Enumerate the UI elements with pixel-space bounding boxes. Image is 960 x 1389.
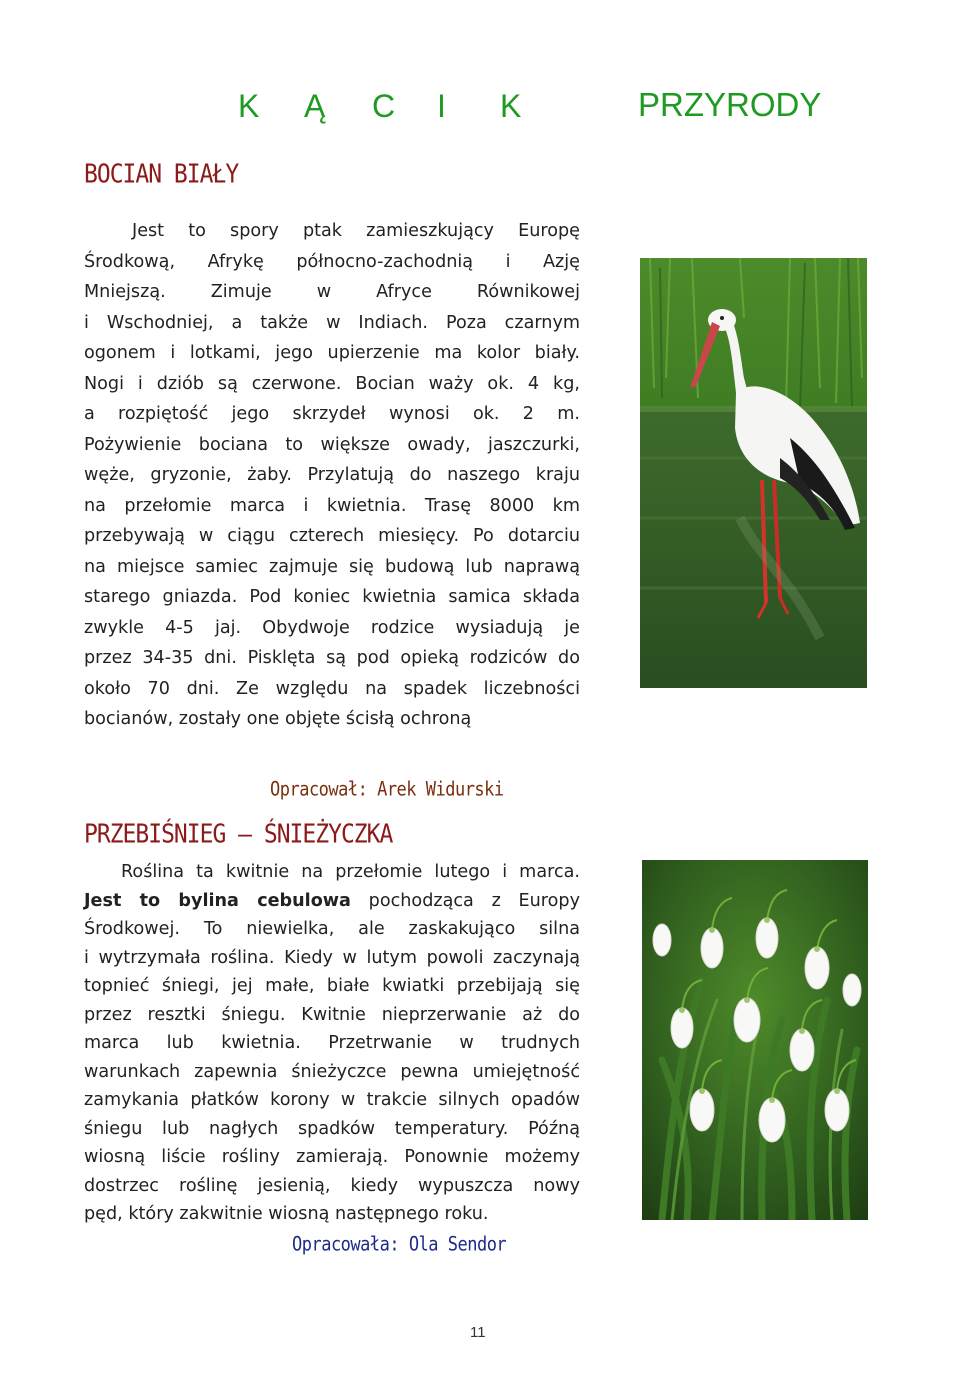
snowdrop-photo — [642, 860, 868, 1220]
text-line: topnieć śniegi, jej małe, białe kwiatki przebijają się — [84, 976, 580, 996]
snowdrop-article — [84, 858, 580, 1229]
text-line: i wytrzymała roślina. Kiedy w lutym powoli zaczynają — [84, 947, 580, 968]
snowdrop-section-title: PRZEBIŚNIEG – ŚNIEŻYCZKA — [84, 820, 393, 850]
text-line: marca lub kwietnia. Przetrwanie w trudnych — [84, 1033, 580, 1053]
text-line: ogonem i lotkami, jego upierzenie ma kolor biały. — [84, 343, 580, 363]
text-line: starego gniazda. Pod koniec kwietnia samica składa — [84, 587, 580, 607]
text-line: dostrzec roślinę jesienią, kiedy wypuszcza nowy — [84, 1175, 580, 1196]
header-title: PRZYRODY — [638, 86, 822, 123]
text-line: Nogi i dziób są czerwone. Bocian waży ok. 4 kg, — [84, 373, 580, 394]
text-line: śniegu lub nagłych spadków temperatury. Późną — [84, 1118, 580, 1139]
header-letter: Ą — [304, 88, 326, 124]
text-line: węże, gryzonie, żaby. Przylatują do naszego kraju — [84, 465, 580, 485]
stork-section-title: BOCIAN BIAŁY — [84, 160, 239, 190]
text-line: Pożywienie bociana to większe owady, jaszczurki, — [84, 434, 580, 455]
text-phrase: pochodząca z Europy — [368, 890, 581, 911]
text-line: bocianów, zostały one objęte ścisłą ochroną — [84, 709, 472, 729]
text-line: a rozpiętość jego skrzydeł wynosi ok. 2 m. — [84, 404, 580, 424]
page-number: 11 — [470, 1324, 486, 1341]
text-line: przez resztki śniegu. Kwitnie nieprzerwanie aż do — [84, 1004, 580, 1025]
text-line: pęd, który zakwitnie wiosną następnego roku. — [84, 1204, 489, 1224]
text-line: zamykania płatków korony w trakcie silnych opadów — [84, 1090, 580, 1110]
header-letter: K — [500, 88, 522, 124]
text-line: na przełomie marca i kwietnia. Trasę 8000 km — [84, 495, 580, 516]
text-line: wiosną liście rośliny zamierają. Ponownie możemy — [84, 1147, 580, 1167]
text-line: zwykle 4-5 jaj. Obydwoje rodzice wysiadują je — [84, 617, 580, 638]
stork-article — [84, 216, 580, 735]
text-line: przebywają w ciągu czterech miesięcy. Po dotarciu — [84, 526, 580, 546]
snowdrop-author: Opracowała: Ola Sendor — [292, 1233, 507, 1256]
stork-author: Opracował: Arek Widurski — [270, 778, 504, 801]
text-line: Środkowej. To niewielka, ale zaskakująco silna — [84, 919, 580, 939]
header-letter: C — [372, 88, 396, 124]
text-line: i Wschodniej, a także w Indiach. Poza czarnym — [84, 312, 580, 333]
text-line: na miejsce samiec zajmuje się budową lub naprawą — [84, 556, 580, 577]
bold-phrase: Jest to bylina cebulowa — [84, 890, 351, 911]
header-spaced-word — [232, 88, 532, 138]
text-line: około 70 dni. Ze względu na spadek liczebności — [84, 678, 580, 699]
header-letter: I — [437, 88, 446, 124]
header-letter: K — [238, 88, 260, 124]
text-line: Środkową, Afrykę północno-zachodnią i Azję — [84, 251, 580, 272]
text-line: przez 34-35 dni. Pisklęta są pod opieką rodziców do — [84, 648, 580, 668]
text-line: warunkach zapewnia śnieżyczce pewna umiejętność — [84, 1061, 580, 1082]
stork-photo — [640, 258, 867, 688]
text-line: Roślina ta kwitnie na przełomie lutego i marca. — [121, 862, 580, 882]
snowdrop-illustration — [642, 860, 868, 1220]
text-line: Jest to spory ptak zamieszkujący Europę — [132, 221, 580, 241]
text-line-mixed — [84, 887, 580, 916]
text-line: Mniejszą. Zimuje w Afryce Równikowej — [84, 282, 580, 302]
stork-illustration — [640, 258, 867, 688]
